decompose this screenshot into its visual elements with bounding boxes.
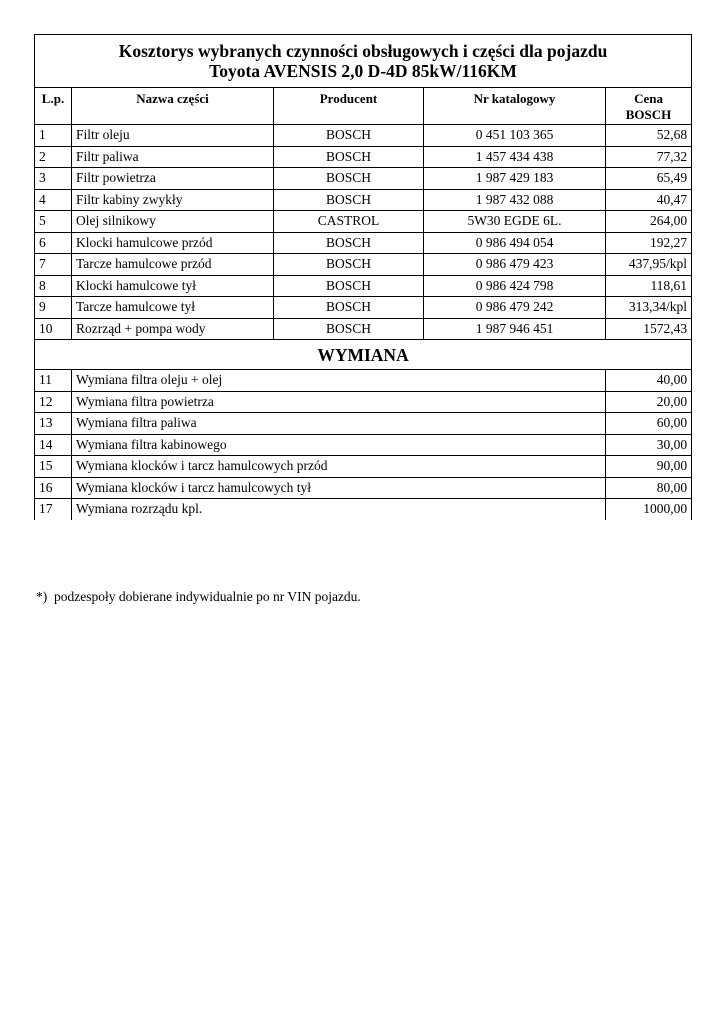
table-row xyxy=(35,391,692,413)
header-name: Nazwa części xyxy=(72,88,274,125)
service-price: 20,00 xyxy=(606,391,692,413)
part-price: 313,34/kpl xyxy=(606,297,692,319)
service-price: 40,00 xyxy=(606,370,692,392)
part-price: 1572,43 xyxy=(606,318,692,340)
row-number: 15 xyxy=(35,456,72,478)
part-catalog-number: 1 987 432 088 xyxy=(424,189,606,211)
row-number: 11 xyxy=(35,370,72,392)
row-number: 10 xyxy=(35,318,72,340)
service-name: Wymiana filtra oleju + olej xyxy=(72,370,606,392)
part-producer: CASTROL xyxy=(274,211,424,233)
part-producer: BOSCH xyxy=(274,275,424,297)
services-list xyxy=(35,370,692,520)
header-catalog: Nr katalogowy xyxy=(424,88,606,125)
row-number: 6 xyxy=(35,232,72,254)
part-price: 40,47 xyxy=(606,189,692,211)
section-title-wymiana: WYMIANA xyxy=(35,340,692,370)
part-name: Filtr kabiny zwykły xyxy=(72,189,274,211)
table-row xyxy=(35,413,692,435)
part-name: Klocki hamulcowe przód xyxy=(72,232,274,254)
part-catalog-number: 0 986 479 423 xyxy=(424,254,606,276)
service-price: 60,00 xyxy=(606,413,692,435)
service-name: Wymiana filtra paliwa xyxy=(72,413,606,435)
service-price: 1000,00 xyxy=(606,499,692,520)
row-number: 5 xyxy=(35,211,72,233)
service-price: 90,00 xyxy=(606,456,692,478)
row-number: 16 xyxy=(35,477,72,499)
part-price: 437,95/kpl xyxy=(606,254,692,276)
row-number: 13 xyxy=(35,413,72,435)
part-price: 264,00 xyxy=(606,211,692,233)
service-name: Wymiana klocków i tarcz hamulcowych przód xyxy=(72,456,606,478)
document-title xyxy=(35,35,692,88)
table-row xyxy=(35,232,692,254)
part-name: Filtr powietrza xyxy=(72,168,274,190)
part-price: 118,61 xyxy=(606,275,692,297)
part-name: Filtr paliwa xyxy=(72,146,274,168)
part-producer: BOSCH xyxy=(274,189,424,211)
part-name: Tarcze hamulcowe przód xyxy=(72,254,274,276)
table-row xyxy=(35,370,692,392)
part-producer: BOSCH xyxy=(274,318,424,340)
part-name: Tarcze hamulcowe tył xyxy=(72,297,274,319)
cost-estimate-document xyxy=(34,34,691,520)
row-number: 1 xyxy=(35,125,72,147)
part-catalog-number: 1 987 946 451 xyxy=(424,318,606,340)
title-line-1: Kosztorys wybranych czynności obsługowych i części dla pojazdu xyxy=(118,41,608,61)
part-name: Klocki hamulcowe tył xyxy=(72,275,274,297)
service-name: Wymiana filtra powietrza xyxy=(72,391,606,413)
service-name: Wymiana filtra kabinowego xyxy=(72,434,606,456)
table-row xyxy=(35,211,692,233)
table-row xyxy=(35,254,692,276)
row-number: 8 xyxy=(35,275,72,297)
header-price-line-2: BOSCH xyxy=(625,107,672,122)
title-line-2: Toyota AVENSIS 2,0 D-4D 85kW/116KM xyxy=(209,61,517,81)
part-catalog-number: 5W30 EGDE 6L. xyxy=(424,211,606,233)
row-number: 12 xyxy=(35,391,72,413)
part-catalog-number: 0 451 103 365 xyxy=(424,125,606,147)
part-name: Filtr oleju xyxy=(72,125,274,147)
column-header-row xyxy=(35,88,692,125)
table-row xyxy=(35,125,692,147)
table-row xyxy=(35,168,692,190)
table-row xyxy=(35,318,692,340)
service-price: 80,00 xyxy=(606,477,692,499)
footnote: *) podzespoły dobierane indywidualnie po nr VIN pojazdu. xyxy=(36,589,361,604)
part-producer: BOSCH xyxy=(274,297,424,319)
row-number: 14 xyxy=(35,434,72,456)
table-row xyxy=(35,297,692,319)
table-row xyxy=(35,477,692,499)
table-row xyxy=(35,146,692,168)
part-producer: BOSCH xyxy=(274,254,424,276)
service-name: Wymiana klocków i tarcz hamulcowych tył xyxy=(72,477,606,499)
header-price-line-1: Cena xyxy=(634,91,663,106)
part-price: 65,49 xyxy=(606,168,692,190)
table-row xyxy=(35,275,692,297)
row-number: 2 xyxy=(35,146,72,168)
part-catalog-number: 0 986 494 054 xyxy=(424,232,606,254)
row-number: 9 xyxy=(35,297,72,319)
header-lp: L.p. xyxy=(35,88,72,125)
part-name: Olej silnikowy xyxy=(72,211,274,233)
part-price: 52,68 xyxy=(606,125,692,147)
header-producer: Producent xyxy=(274,88,424,125)
header-price xyxy=(606,88,692,125)
parts-list xyxy=(35,125,692,340)
service-price: 30,00 xyxy=(606,434,692,456)
row-number: 3 xyxy=(35,168,72,190)
row-number: 17 xyxy=(35,499,72,520)
table-row xyxy=(35,499,692,520)
table-row xyxy=(35,434,692,456)
part-producer: BOSCH xyxy=(274,146,424,168)
part-name: Rozrząd + pompa wody xyxy=(72,318,274,340)
part-producer: BOSCH xyxy=(274,232,424,254)
service-name: Wymiana rozrządu kpl. xyxy=(72,499,606,520)
part-producer: BOSCH xyxy=(274,125,424,147)
row-number: 4 xyxy=(35,189,72,211)
row-number: 7 xyxy=(35,254,72,276)
part-producer: BOSCH xyxy=(274,168,424,190)
part-catalog-number: 1 457 434 438 xyxy=(424,146,606,168)
part-price: 192,27 xyxy=(606,232,692,254)
part-catalog-number: 0 986 479 242 xyxy=(424,297,606,319)
part-price: 77,32 xyxy=(606,146,692,168)
table-row xyxy=(35,456,692,478)
table-row xyxy=(35,189,692,211)
cost-estimate-table xyxy=(34,34,692,520)
part-catalog-number: 1 987 429 183 xyxy=(424,168,606,190)
part-catalog-number: 0 986 424 798 xyxy=(424,275,606,297)
